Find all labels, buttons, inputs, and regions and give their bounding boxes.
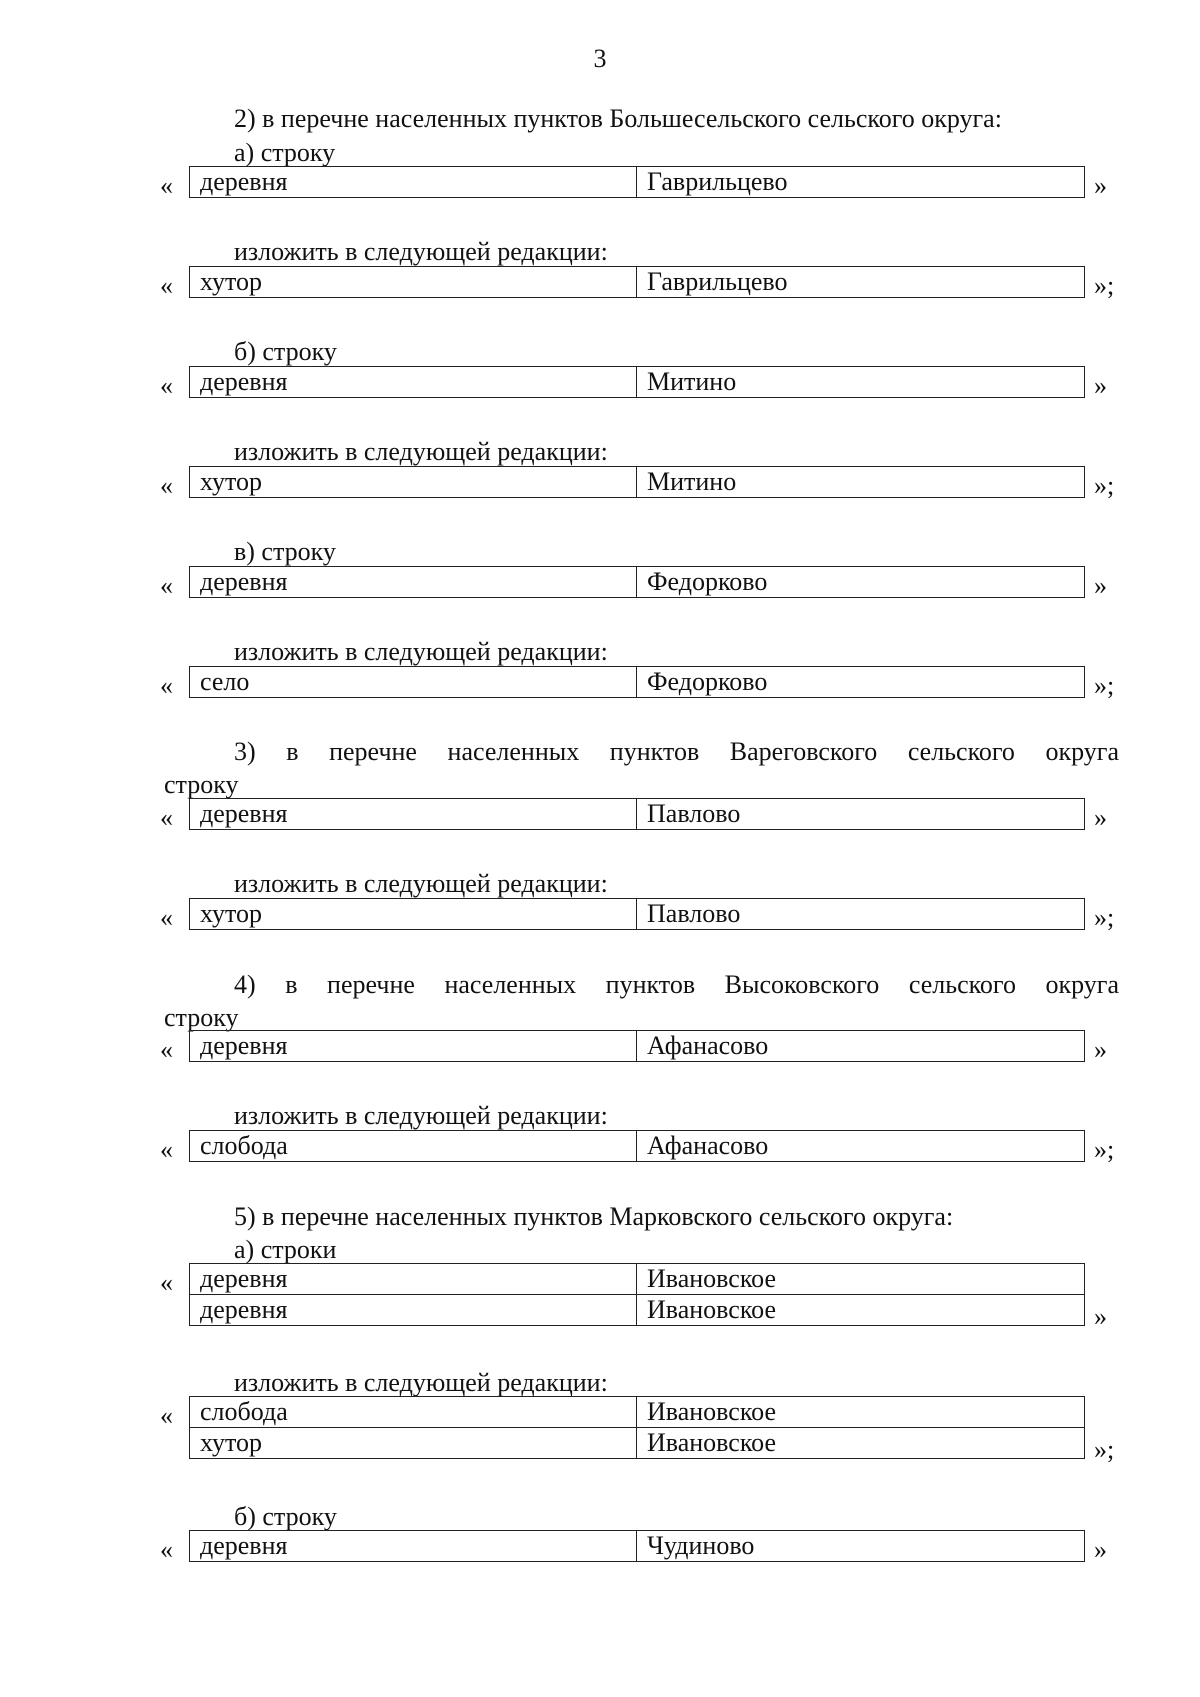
table-row (190, 1428, 1085, 1459)
settlement-type-cell: деревня (190, 1295, 637, 1326)
open-quote: « (160, 1135, 173, 1164)
settlement-type-cell: деревня (190, 1531, 637, 1562)
settlement-name-cell: Ивановское (637, 1428, 1085, 1459)
open-quote: « (160, 1268, 173, 1297)
settlement-type-cell: слобода (190, 1131, 637, 1162)
settlement-name-cell: Павлово (637, 899, 1085, 930)
section-3-heading: 3) в перечне населенных пунктов Вареговского сельского округа (234, 737, 1119, 766)
settlement-name-cell: Чудиново (637, 1531, 1085, 1562)
s5a-old-table (189, 1263, 1085, 1326)
s5a-new-table (189, 1396, 1085, 1459)
open-quote: « (160, 803, 173, 832)
settlement-name-cell: Ивановское (637, 1397, 1085, 1428)
close-quote: » (1094, 803, 1107, 832)
settlement-name-cell: Митино (637, 367, 1085, 398)
close-quote: » (1094, 1035, 1107, 1064)
section-2a-label: а) строку (234, 138, 336, 167)
settlement-name-cell: Ивановское (637, 1264, 1085, 1295)
open-quote: « (160, 671, 173, 700)
settlement-type-cell: слобода (190, 1397, 637, 1428)
s2a-old-table (189, 166, 1085, 198)
s5a-new-label: изложить в следующей редакции: (234, 1368, 608, 1397)
table-row (190, 1264, 1085, 1295)
close-quote-semicolon: »; (1094, 1435, 1115, 1464)
settlement-name-cell: Павлово (637, 799, 1085, 830)
section-2-heading: 2) в перечне населенных пунктов Большесельского сельского округа: (234, 104, 1002, 133)
settlement-type-cell: деревня (190, 367, 637, 398)
open-quote: « (160, 1035, 173, 1064)
s2c-new-table (189, 666, 1085, 698)
settlement-name-cell: Ивановское (637, 1295, 1085, 1326)
section-4-continuation: строку (164, 1003, 239, 1032)
s2b-old-table (189, 366, 1085, 398)
close-quote: » (1094, 371, 1107, 400)
s2b-new-label: изложить в следующей редакции: (234, 437, 608, 466)
settlement-type-cell: село (190, 667, 637, 698)
s2c-new-label: изложить в следующей редакции: (234, 637, 608, 666)
settlement-type-cell: хутор (190, 1428, 637, 1459)
table-row (190, 367, 1085, 398)
settlement-name-cell: Афанасово (637, 1131, 1085, 1162)
close-quote: » (1094, 571, 1107, 600)
table-row (190, 1131, 1085, 1162)
s2b-new-table (189, 466, 1085, 498)
s2c-old-table (189, 566, 1085, 598)
section-3-continuation: строку (164, 770, 239, 799)
table-row (190, 167, 1085, 198)
table-row (190, 667, 1085, 698)
s3-new-label: изложить в следующей редакции: (234, 869, 608, 898)
table-row (190, 1031, 1085, 1062)
s4-old-table (189, 1030, 1085, 1062)
s5b-old-table (189, 1530, 1085, 1562)
close-quote-semicolon: »; (1094, 471, 1115, 500)
open-quote: « (160, 471, 173, 500)
close-quote-semicolon: »; (1094, 271, 1115, 300)
settlement-type-cell: деревня (190, 1031, 637, 1062)
settlement-name-cell: Гаврильцево (637, 167, 1085, 198)
open-quote: « (160, 571, 173, 600)
open-quote: « (160, 903, 173, 932)
settlement-type-cell: деревня (190, 567, 637, 598)
close-quote-semicolon: »; (1094, 903, 1115, 932)
close-quote: » (1094, 1535, 1107, 1564)
s4-new-label: изложить в следующей редакции: (234, 1101, 608, 1130)
section-5b-label: б) строку (234, 1502, 337, 1531)
settlement-type-cell: хутор (190, 899, 637, 930)
settlement-type-cell: деревня (190, 1264, 637, 1295)
close-quote: » (1094, 1302, 1107, 1331)
settlement-type-cell: хутор (190, 467, 637, 498)
s3-new-table (189, 898, 1085, 930)
section-5-heading: 5) в перечне населенных пунктов Марковского сельского округа: (234, 1202, 954, 1231)
table-row (190, 1295, 1085, 1326)
table-row (190, 1531, 1085, 1562)
settlement-name-cell: Гаврильцево (637, 267, 1085, 298)
settlement-type-cell: деревня (190, 799, 637, 830)
open-quote: « (160, 1535, 173, 1564)
close-quote-semicolon: »; (1094, 1135, 1115, 1164)
open-quote: « (160, 171, 173, 200)
page-number: 3 (593, 44, 607, 73)
s4-new-table (189, 1130, 1085, 1162)
table-row (190, 267, 1085, 298)
settlement-type-cell: хутор (190, 267, 637, 298)
open-quote: « (160, 271, 173, 300)
table-row (190, 567, 1085, 598)
open-quote: « (160, 371, 173, 400)
section-4-heading: 4) в перечне населенных пунктов Высоковского сельского округа (234, 970, 1119, 999)
close-quote: » (1094, 171, 1107, 200)
settlement-name-cell: Афанасово (637, 1031, 1085, 1062)
open-quote: « (160, 1401, 173, 1430)
table-row (190, 1397, 1085, 1428)
settlement-name-cell: Федорково (637, 667, 1085, 698)
section-2b-label: б) строку (234, 337, 337, 366)
s2a-new-table (189, 266, 1085, 298)
s3-old-table (189, 798, 1085, 830)
settlement-name-cell: Митино (637, 467, 1085, 498)
settlement-type-cell: деревня (190, 167, 637, 198)
section-2c-label: в) строку (234, 537, 336, 566)
table-row (190, 899, 1085, 930)
settlement-name-cell: Федорково (637, 567, 1085, 598)
table-row (190, 799, 1085, 830)
close-quote-semicolon: »; (1094, 671, 1115, 700)
section-5a-label: а) строки (234, 1235, 337, 1264)
s2a-new-label: изложить в следующей редакции: (234, 237, 608, 266)
table-row (190, 467, 1085, 498)
